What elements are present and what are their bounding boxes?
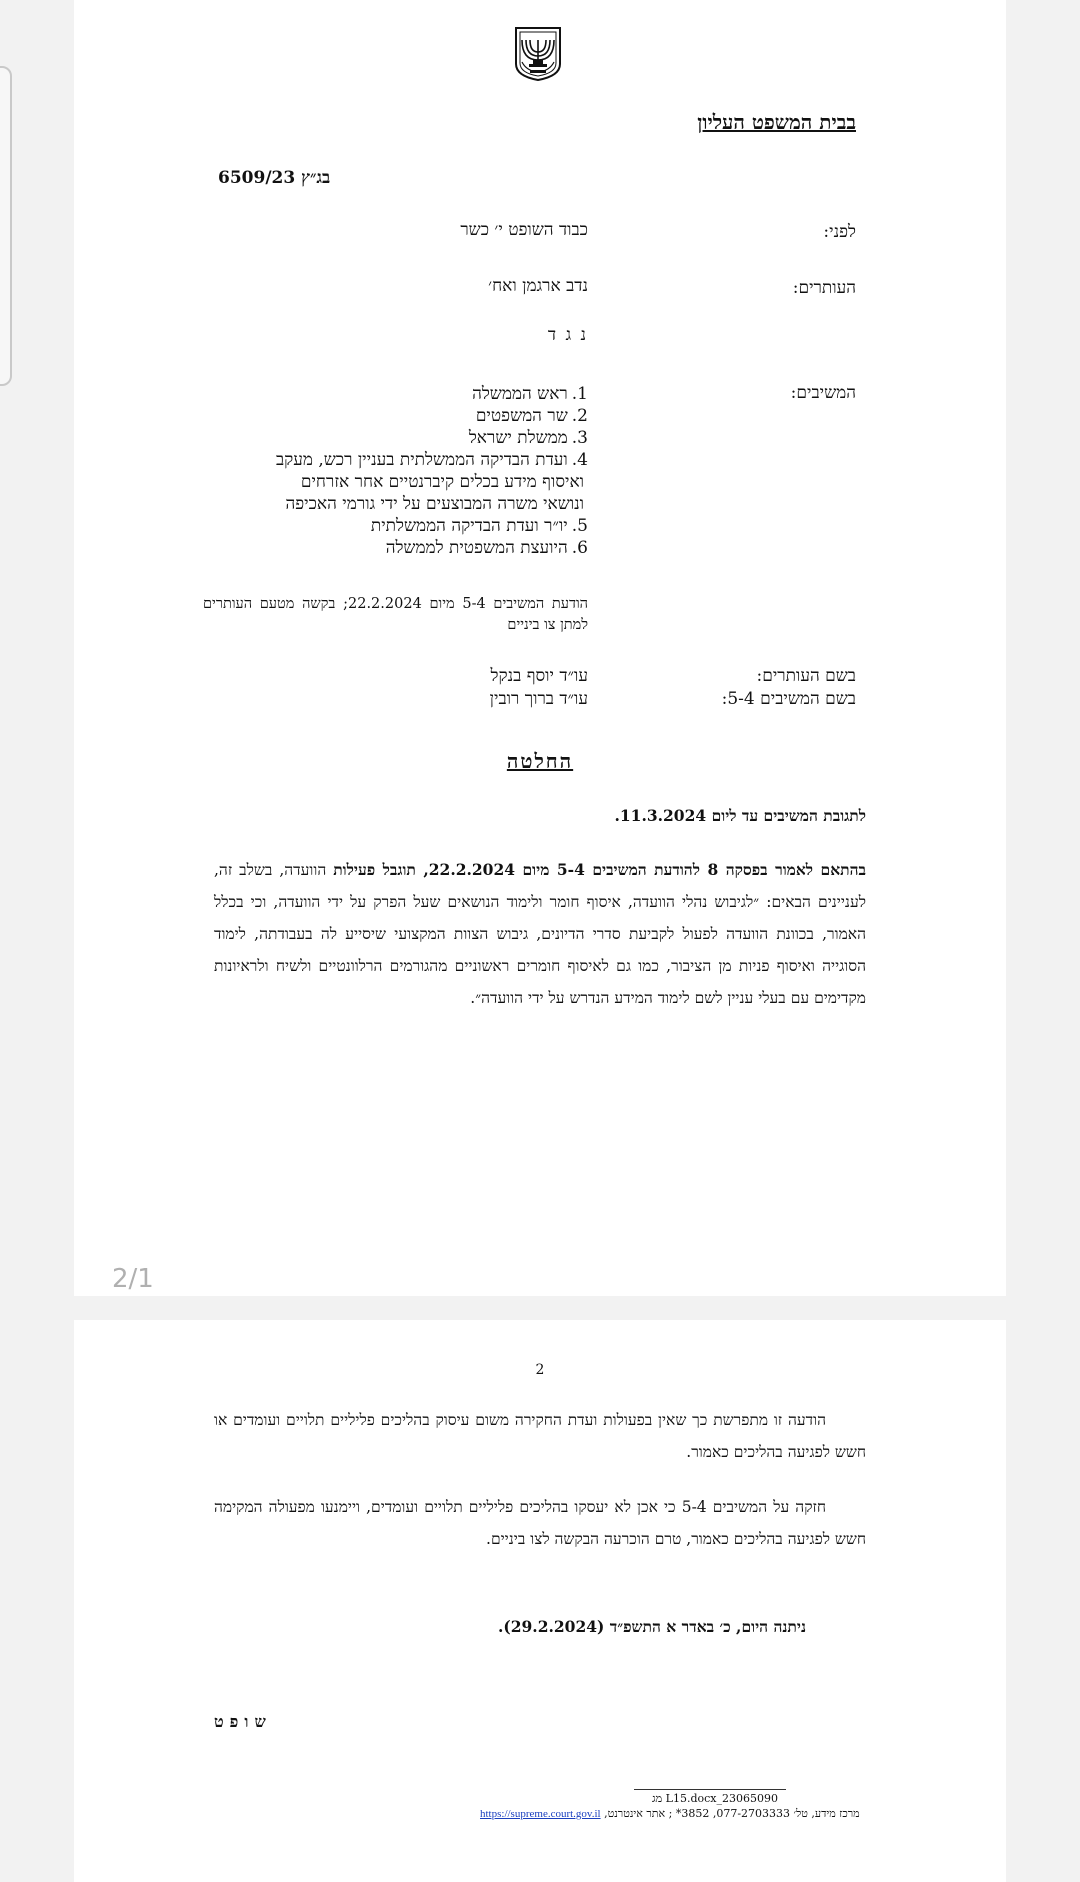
counsel-petitioners-name: עו״ד יוסף בנקל [490, 666, 588, 686]
list-item: 5.יו״ר ועדת הבדיקה הממשלתית [370, 516, 588, 536]
case-number: בג״ץ 6509/23 [218, 168, 331, 188]
court-title: בבית המשפט העליון [697, 110, 856, 134]
page-number: 2 [535, 1362, 545, 1378]
scroll-handle[interactable] [0, 66, 12, 386]
before-label: לפני: [823, 222, 856, 242]
paragraph-body: הוועדה, בשלב זה, לעניינים הבאים: ״לגיבוש נהלי הוועדה, איסוף חומר ולימוד הנושאים שעל הפרק על ידי הוועדה, וכי בכלל האמור, בכוונת הוועדה לפעול לקביעת סדרי הדיונים, גיבוש הצוות המקצועי שיסייע לה בעבודתה, לימוד הסוגייה ואיסוף פניות מן הציבור, כמו גם לאיסוף חומרים ראשוניים מהגורמים הרלוונטיים ולשיח ולראיונות מקדימים עם בעלי עניין לשם לימוד המידע הנדרש על ידי הוועדה״. [214, 861, 866, 1007]
judge-name: כבוד השופט י׳ כשר [460, 220, 588, 240]
versus-label: נ ג ד [547, 325, 588, 345]
paragraph-clarification: הודעה זו מתפרשת כך שאין בפעולות ועדת החקירה משום עיסוק בהליכים פליליים תלויים ועומדים או חשש לפגיעה בהליכים כאמור. [214, 1411, 866, 1461]
document-page-1 [74, 0, 1006, 1296]
list-item: 4.ועדת הבדיקה הממשלתית בעניין רכש, מעקב [275, 450, 588, 470]
court-website-link[interactable]: https://supreme.court.gov.il [480, 1808, 601, 1820]
counsel-respondents-label: בשם המשיבים 5-4: [721, 689, 856, 709]
footer-document-id: 23065090_L15.docx מג [652, 1792, 778, 1805]
respondents-list [276, 383, 588, 559]
list-item: ואיסוף מידע בכלים קיברנטיים אחר אזרחים [300, 472, 584, 492]
footer-contact-text: מרכז מידע, טל׳ 077-2703333, 3852* ; אתר אינטרנט, [604, 1807, 860, 1820]
list-item: ונושאי משרה המבוצעים על ידי גורמי האכיפה [285, 494, 584, 514]
paragraph-response-deadline: לתגובת המשיבים עד ליום 11.3.2024. [614, 806, 866, 825]
list-item: 3.ממשלת ישראל [468, 428, 588, 448]
request-description: הודעת המשיבים 5-4 מיום 22.2.2024; בקשה מטעם העותרים למתן צו ביניים [203, 596, 589, 633]
judge-signature-label: שופט [214, 1712, 272, 1731]
counsel-respondents-name: עו״ד ברוך רובין [489, 689, 588, 709]
paragraph-committee-limits [214, 854, 866, 1014]
counsel-petitioners-label: בשם העותרים: [756, 666, 856, 686]
respondents-label: המשיבים: [790, 383, 856, 403]
decision-title: החלטה [506, 749, 574, 773]
footer-contact [480, 1807, 860, 1820]
petitioners-label: העותרים: [792, 278, 856, 298]
petitioners-name: נדב ארגמן ואח׳ [488, 276, 588, 296]
paragraph-given-date: ניתנה היום, כ׳ באדר א התשפ״ד (29.2.2024). [498, 1617, 806, 1636]
paragraph-lead: בהתאם לאמור בפסקה 8 להודעת המשיבים 5-4 מיום 22.2.2024, תוגבל פעילות [333, 860, 866, 879]
state-emblem-icon [508, 26, 568, 82]
list-item: 2.שר המשפטים [475, 406, 588, 426]
footer-divider [634, 1789, 786, 1790]
list-item: 6.היועצת המשפטית לממשלה [385, 538, 588, 558]
list-item: 1.ראש הממשלה [472, 384, 588, 404]
page-indicator: 2/1 [112, 1264, 154, 1294]
paragraph-presumption: חזקה על המשיבים 5-4 כי אכן לא יעסקו בהליכים פליליים תלויים ועומדים, ויימנעו מפעולה המקימה חשש לפגיעה בהליכים כאמור, טרם הוכרעה הבקשה לצו ביניים. [214, 1498, 866, 1548]
